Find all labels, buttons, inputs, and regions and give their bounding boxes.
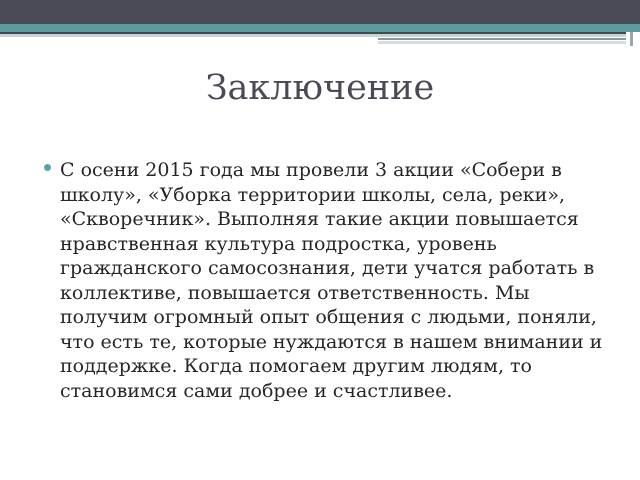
- decorative-edge: [630, 32, 633, 46]
- accent-band: [0, 24, 640, 32]
- slide-content: [44, 158, 604, 403]
- bullet-icon: [44, 164, 51, 171]
- slide-title: Заключение: [205, 68, 435, 108]
- list-item: [44, 158, 604, 403]
- decorative-stripe-short-light: [378, 41, 626, 44]
- decorative-stripe-light: [0, 34, 626, 37]
- header-bar: [0, 0, 640, 24]
- bullet-text: С осени 2015 года мы провели 3 акции «Собери в школу», «Уборка территории школы, села, реки», «Скворечник». Выполняя такие акции повышается нравственная культура подростка, уровень гражданского самосознания, дети учатся работать в коллективе, повышается ответственность. Мы получим огромный опыт общения с людьми, поняли, что есть те, которые нуждаются в нашем внимании и поддержке. Когда помогаем другим людям, то становимся сами добрее и счастливее.: [60, 159, 603, 402]
- decorative-stripe-short: [378, 38, 626, 40]
